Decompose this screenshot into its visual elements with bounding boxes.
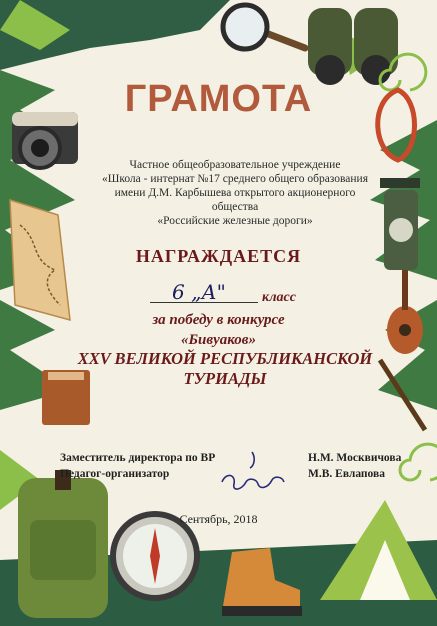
contest-line-2: «Бивуаков» [181, 332, 256, 348]
awarded-heading: НАГРАЖДАЕТСЯ [135, 246, 302, 266]
organization-name [90, 158, 380, 228]
role-organizer: Педагог-организатор [60, 468, 170, 480]
class-underline [150, 302, 258, 303]
event-line-2: ТУРИАДЫ [183, 369, 267, 388]
event-line-1: XXV ВЕЛИКОЙ РЕСПУБЛИКАНСКОЙ [77, 349, 373, 368]
org-line-3: имени Д.М. Карбышева открытого акционерного общества [114, 187, 356, 213]
event-name [60, 349, 390, 389]
org-line-1: Частное общеобразовательное учреждение [129, 159, 341, 171]
certificate-title: ГРАМОТА [124, 78, 313, 120]
contest-line-1: за победу в конкурсе [152, 312, 285, 328]
role-deputy-director: Заместитель директора по ВР [60, 452, 216, 464]
magnifier-icon [223, 5, 305, 49]
signature-names [308, 450, 401, 482]
org-line-2: «Школа - интернат №17 среднего общего образования [101, 173, 369, 185]
org-line-4: «Российские железные дороги» [157, 215, 313, 227]
contest-text [0, 310, 437, 350]
name-evlapova: М.В. Евлапова [308, 468, 385, 480]
signature-roles [60, 450, 215, 482]
class-field [150, 282, 330, 306]
name-moskvichova: Н.М. Москвичова [308, 452, 402, 464]
backpack-icon [18, 470, 108, 618]
handwritten-signature [212, 448, 292, 498]
issue-date: Сентябрь, 2018 [179, 512, 258, 526]
class-handwritten-value: 6 „А" [172, 280, 226, 304]
class-label: класс [262, 290, 296, 305]
